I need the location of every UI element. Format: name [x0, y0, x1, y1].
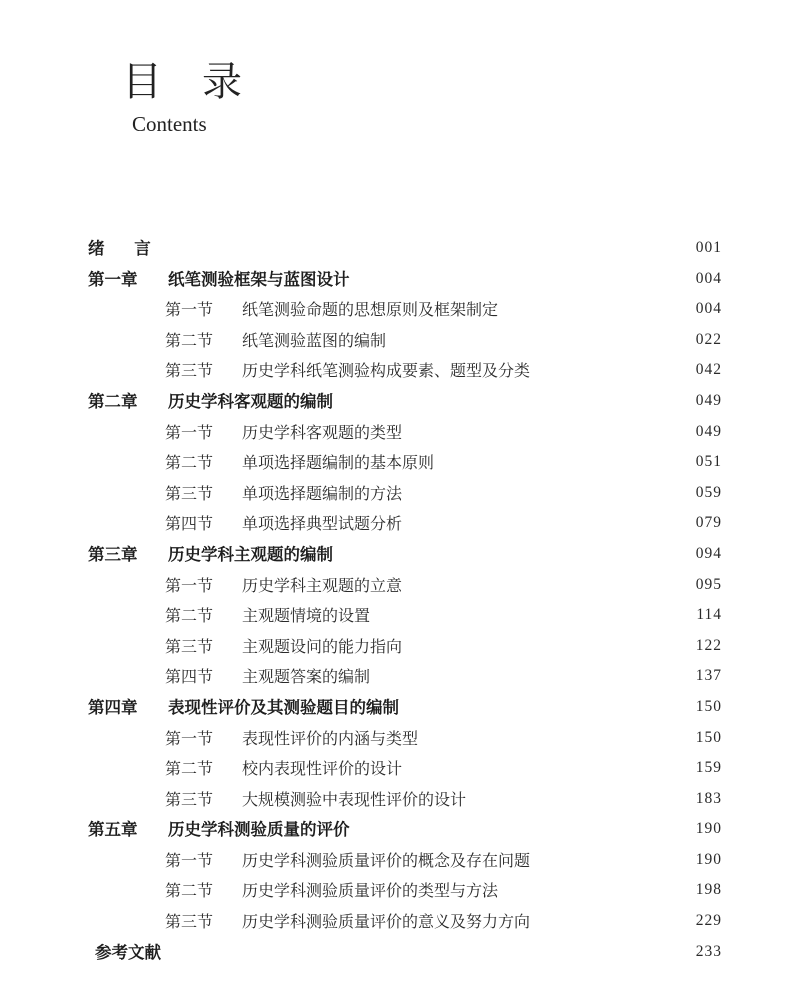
section-title: 纸笔测验命题的思想原则及框架制定 — [242, 300, 499, 320]
section-title: 历史学科测验质量评价的意义及努力方向 — [242, 912, 531, 932]
page-title: 目录 — [122, 59, 282, 105]
chapter-label: 绪 言 — [88, 239, 163, 258]
section-label: 第三节 — [165, 789, 214, 809]
page-number: 001 — [695, 239, 722, 256]
toc-chapter[interactable] — [0, 540, 800, 571]
page-number: 042 — [695, 361, 722, 379]
section-title: 历史学科测验质量评价的类型与方法 — [242, 881, 499, 901]
toc-section[interactable] — [0, 418, 800, 449]
toc-section[interactable] — [0, 326, 800, 357]
toc-section[interactable] — [0, 509, 800, 540]
chapter-title: 历史学科主观题的编制 — [168, 544, 333, 564]
page-subtitle: Contents — [132, 112, 207, 136]
page-number: 059 — [695, 483, 722, 501]
page-number: 190 — [695, 820, 722, 838]
toc-chapter[interactable] — [0, 815, 800, 846]
toc-section[interactable] — [0, 724, 800, 755]
section-title: 历史学科纸笔测验构成要素、题型及分类 — [242, 361, 531, 381]
table-of-contents — [0, 234, 800, 968]
page-number: 137 — [695, 667, 722, 685]
toc-section[interactable] — [0, 662, 800, 693]
chapter-title: 纸笔测验框架与蓝图设计 — [168, 269, 350, 289]
section-label: 第二节 — [165, 881, 214, 901]
page-number: 049 — [695, 422, 722, 440]
section-title: 表现性评价的内涵与类型 — [242, 728, 419, 748]
section-label: 第四节 — [165, 514, 214, 534]
page-number: 183 — [695, 789, 722, 807]
page-number: 022 — [695, 330, 722, 348]
section-title: 主观题设问的能力指向 — [242, 636, 403, 656]
section-label: 第二节 — [165, 453, 214, 473]
section-title: 历史学科测验质量评价的概念及存在问题 — [242, 850, 531, 870]
chapter-label: 第一章 — [88, 269, 138, 289]
toc-section[interactable] — [0, 479, 800, 510]
toc-chapter[interactable] — [0, 265, 800, 296]
chapter-label: 第二章 — [88, 391, 138, 411]
chapter-label: 第三章 — [88, 544, 138, 564]
toc-section[interactable] — [0, 571, 800, 602]
chapter-label: 第四章 — [88, 697, 138, 717]
page-number: 190 — [695, 850, 722, 868]
toc-chapter[interactable] — [0, 693, 800, 724]
toc-section[interactable] — [0, 632, 800, 663]
chapter-label: 第五章 — [88, 820, 138, 840]
toc-section[interactable] — [0, 448, 800, 479]
toc-entry-intro[interactable] — [0, 234, 800, 265]
toc-section[interactable] — [0, 907, 800, 938]
page-number: 079 — [695, 514, 722, 532]
section-label: 第三节 — [165, 636, 214, 656]
toc-section[interactable] — [0, 846, 800, 877]
page-number: 150 — [695, 697, 722, 715]
section-label: 第三节 — [165, 483, 214, 503]
toc-section[interactable] — [0, 601, 800, 632]
section-label: 第一节 — [165, 850, 214, 870]
section-label: 第二节 — [165, 606, 214, 626]
section-label: 第二节 — [165, 759, 214, 779]
section-label: 第一节 — [165, 575, 214, 595]
page-number: 094 — [695, 544, 722, 562]
page-number: 159 — [695, 759, 722, 777]
page-number: 095 — [695, 575, 722, 593]
toc-section[interactable] — [0, 785, 800, 816]
section-title: 纸笔测验蓝图的编制 — [242, 330, 387, 350]
page-number: 150 — [695, 728, 722, 746]
section-title: 历史学科客观题的类型 — [242, 422, 403, 442]
section-label: 第四节 — [165, 667, 214, 687]
page-number: 004 — [695, 269, 722, 287]
chapter-title: 表现性评价及其测验题目的编制 — [168, 697, 399, 717]
section-label: 第三节 — [165, 912, 214, 932]
section-title: 历史学科主观题的立意 — [242, 575, 403, 595]
section-title: 单项选择典型试题分析 — [242, 514, 403, 534]
page-number: 051 — [695, 453, 722, 471]
toc-section[interactable] — [0, 876, 800, 907]
section-label: 第一节 — [165, 728, 214, 748]
section-title: 单项选择题编制的方法 — [242, 483, 403, 503]
toc-chapter[interactable] — [0, 387, 800, 418]
toc-entry-references[interactable] — [0, 938, 800, 969]
section-title: 大规模测验中表现性评价的设计 — [242, 789, 467, 809]
section-title: 单项选择题编制的基本原则 — [242, 453, 435, 473]
section-label: 第三节 — [165, 361, 214, 381]
toc-section[interactable] — [0, 754, 800, 785]
page-number: 122 — [695, 636, 722, 654]
chapter-title: 历史学科测验质量的评价 — [168, 820, 350, 840]
section-title: 主观题情境的设置 — [242, 606, 371, 626]
section-label: 第一节 — [165, 422, 214, 442]
page-number: 049 — [695, 391, 722, 409]
section-title: 主观题答案的编制 — [242, 667, 371, 687]
section-title: 校内表现性评价的设计 — [242, 759, 403, 779]
toc-section[interactable] — [0, 295, 800, 326]
toc-section[interactable] — [0, 356, 800, 387]
page-number: 229 — [695, 912, 722, 930]
page-number: 004 — [695, 300, 722, 318]
section-label: 第一节 — [165, 300, 214, 320]
chapter-title: 历史学科客观题的编制 — [168, 391, 333, 411]
section-label: 第二节 — [165, 330, 214, 350]
page-number: 198 — [695, 881, 722, 899]
page-number: 233 — [695, 942, 722, 960]
page-number: 114 — [696, 606, 722, 624]
chapter-label: 参考文献 — [95, 942, 161, 962]
